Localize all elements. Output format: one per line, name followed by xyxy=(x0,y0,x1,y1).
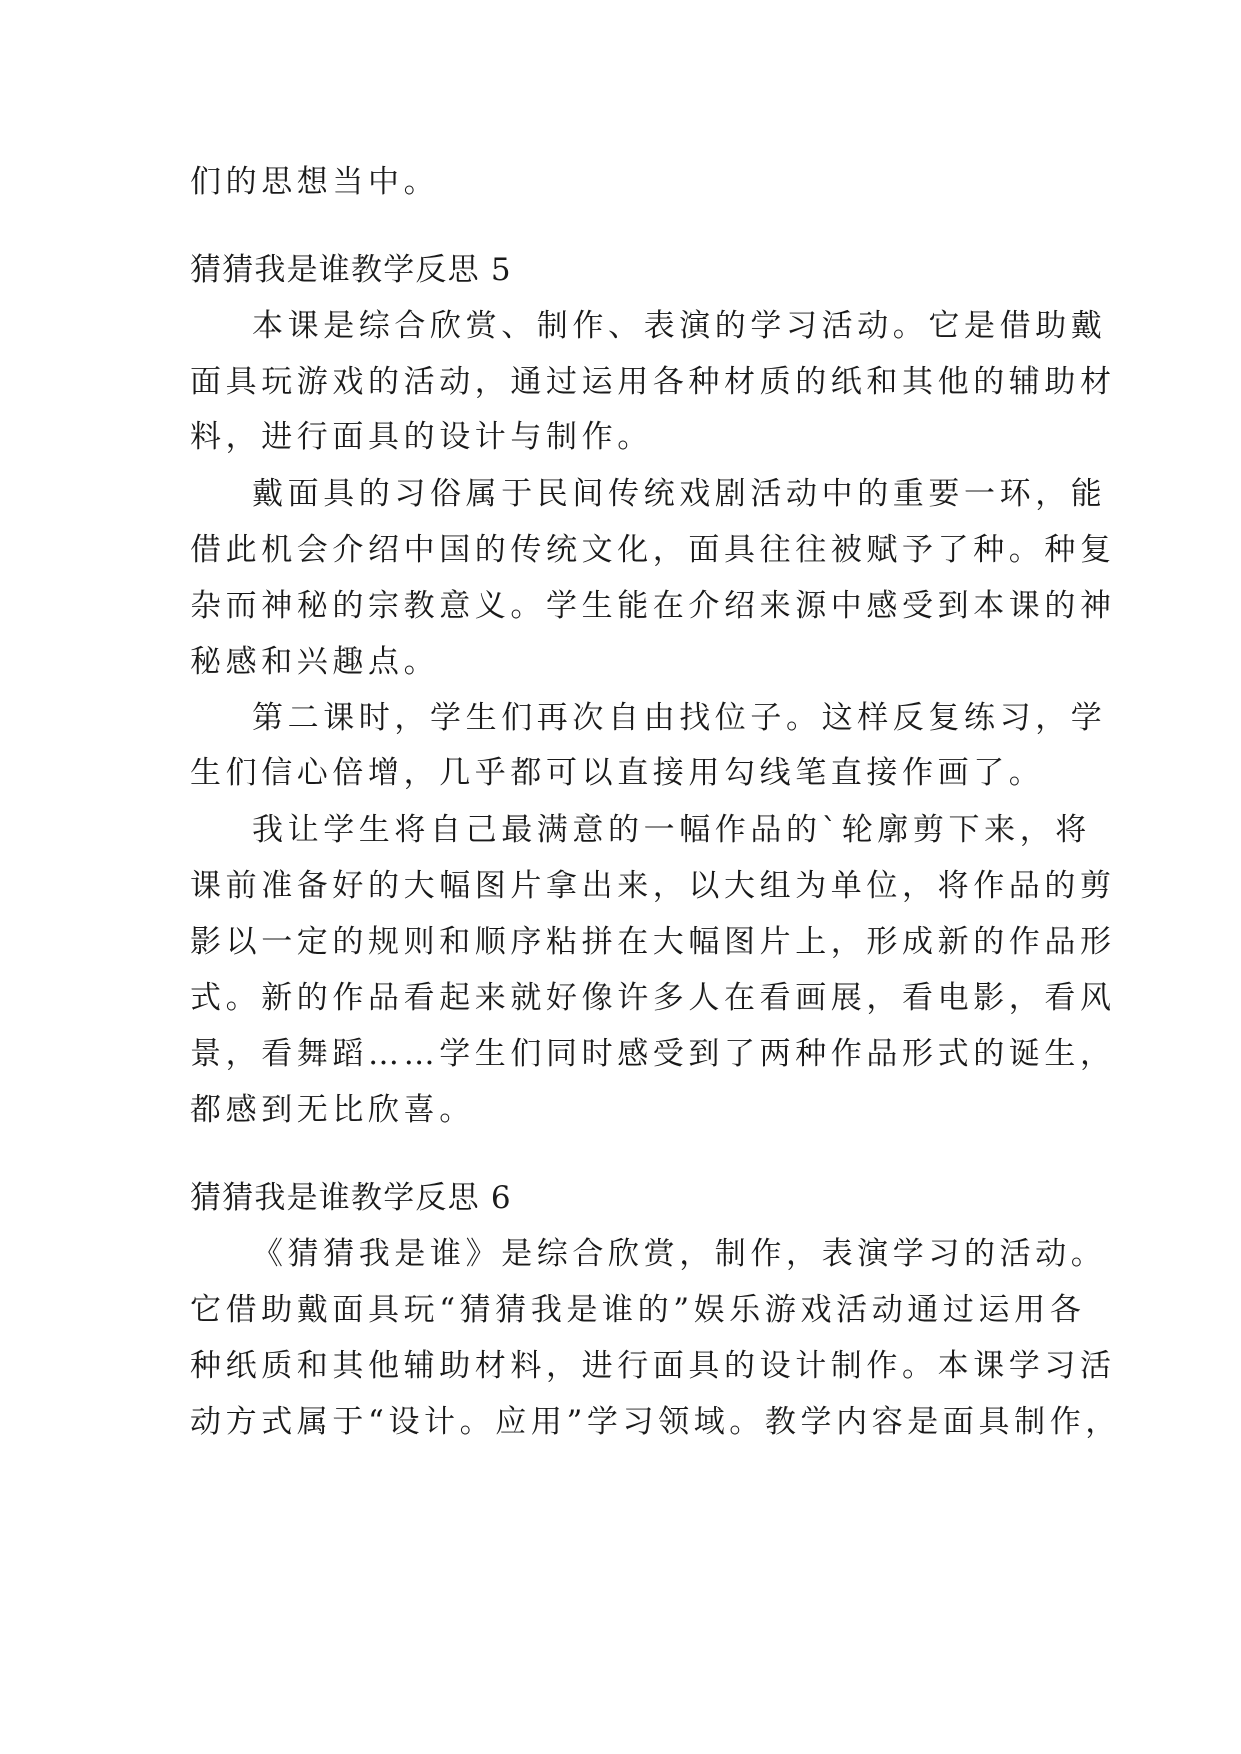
text-line: 戴面具的习俗属于民间传统戏剧活动中的重要一环，能 xyxy=(252,476,1107,512)
section-heading-5: 猜猜我是谁教学反思 5 xyxy=(190,252,512,288)
text-line: 种纸质和其他辅助材料，进行面具的设计制作。本课学习活 xyxy=(190,1348,1116,1384)
text-line: 都感到无比欣喜。 xyxy=(190,1092,475,1128)
text-line: 本课是综合欣赏、制作、表演的学习活动。它是借助戴 xyxy=(252,308,1107,344)
text-line: 影以一定的规则和顺序粘拼在大幅图片上，形成新的作品形 xyxy=(190,924,1116,960)
text-line: 面具玩游戏的活动，通过运用各种材质的纸和其他的辅助材 xyxy=(190,364,1116,400)
section-heading-6: 猜猜我是谁教学反思 6 xyxy=(190,1180,512,1216)
text-line: 秘感和兴趣点。 xyxy=(190,644,440,680)
text-line: 借此机会介绍中国的传统文化，面具往往被赋予了种。种复 xyxy=(190,532,1116,568)
text-line: 《猜猜我是谁》是综合欣赏，制作，表演学习的活动。 xyxy=(252,1236,1107,1272)
text-line: 生们信心倍增，几乎都可以直接用勾线笔直接作画了。 xyxy=(190,755,1045,791)
text-line: 动方式属于“设计。应用”学习领域。教学内容是面具制作， xyxy=(190,1404,1121,1440)
text-line: 式。新的作品看起来就好像许多人在看画展，看电影，看风 xyxy=(190,980,1116,1016)
text-line: 它借助戴面具玩“猜猜我是谁的”娱乐游戏活动通过运用各 xyxy=(190,1292,1086,1328)
text-line: 杂而神秘的宗教意义。学生能在介绍来源中感受到本课的神 xyxy=(190,588,1116,624)
text-line: 景，看舞蹈……学生们同时感受到了两种作品形式的诞生， xyxy=(190,1036,1116,1072)
text-line: 料，进行面具的设计与制作。 xyxy=(190,419,653,455)
text-line: 们的思想当中。 xyxy=(190,164,440,200)
text-line: 课前准备好的大幅图片拿出来，以大组为单位，将作品的剪 xyxy=(190,868,1116,904)
text-line: 我让学生将自己最满意的一幅作品的`轮廓剪下来，将 xyxy=(252,812,1091,848)
text-line: 第二课时，学生们再次自由找位子。这样反复练习，学 xyxy=(252,700,1107,736)
